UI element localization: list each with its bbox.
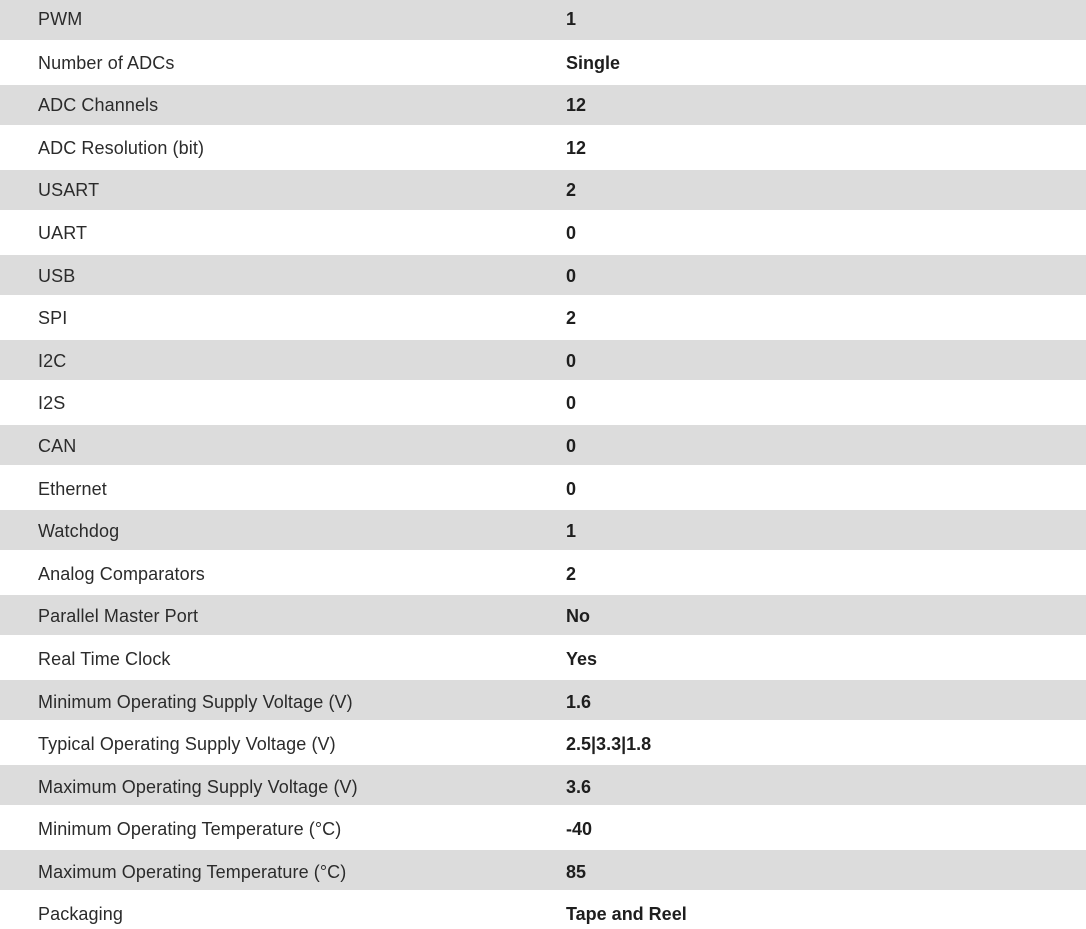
spec-label: Maximum Operating Temperature (°C) <box>38 862 347 882</box>
spec-value: -40 <box>566 819 593 839</box>
spec-label: Maximum Operating Supply Voltage (V) <box>38 777 358 797</box>
spec-row-max-supply-voltage <box>0 765 1086 805</box>
spec-label: Real Time Clock <box>38 649 171 669</box>
spec-row-min-temperature <box>0 805 1086 850</box>
spec-row-ethernet <box>0 465 1086 510</box>
spec-row-usart <box>0 170 1086 210</box>
spec-row-packaging <box>0 890 1086 929</box>
spec-value: 12 <box>566 138 587 158</box>
spec-row-usb <box>0 255 1086 295</box>
spec-value: 1 <box>566 521 577 541</box>
spec-row-adc-channels <box>0 85 1086 125</box>
spec-row-number-of-adcs <box>0 40 1086 85</box>
spec-label: Ethernet <box>38 479 107 499</box>
spec-row-min-supply-voltage <box>0 680 1086 720</box>
spec-value: 0 <box>566 266 577 286</box>
spec-value: Single <box>566 53 621 73</box>
spec-label: Minimum Operating Temperature (°C) <box>38 819 342 839</box>
spec-value: 0 <box>566 479 577 499</box>
spec-label: Analog Comparators <box>38 564 205 584</box>
spec-label: USART <box>38 180 100 200</box>
spec-row-adc-resolution <box>0 125 1086 170</box>
spec-value: 1.6 <box>566 692 592 712</box>
spec-label: Watchdog <box>38 521 120 541</box>
spec-value: Tape and Reel <box>566 904 687 924</box>
spec-row-i2s <box>0 380 1086 425</box>
spec-value: 2 <box>566 308 577 328</box>
spec-value: 0 <box>566 393 577 413</box>
spec-label: Parallel Master Port <box>38 606 199 626</box>
spec-label: UART <box>38 223 88 243</box>
spec-label: ADC Channels <box>38 95 159 115</box>
spec-row-parallel-master-port <box>0 595 1086 635</box>
spec-row-pwm <box>0 0 1086 40</box>
spec-label: Typical Operating Supply Voltage (V) <box>38 734 336 754</box>
spec-value: 85 <box>566 862 587 882</box>
spec-row-typ-supply-voltage <box>0 720 1086 765</box>
spec-row-i2c <box>0 340 1086 380</box>
spec-label: I2C <box>38 351 67 371</box>
spec-label: I2S <box>38 393 66 413</box>
spec-row-real-time-clock <box>0 635 1086 680</box>
spec-label: CAN <box>38 436 77 456</box>
spec-value: 3.6 <box>566 777 592 797</box>
spec-label: USB <box>38 266 76 286</box>
spec-value: 0 <box>566 436 577 456</box>
spec-row-spi <box>0 295 1086 340</box>
spec-value: No <box>566 606 590 626</box>
spec-value: 2 <box>566 180 577 200</box>
spec-label: ADC Resolution (bit) <box>38 138 205 158</box>
spec-row-can <box>0 425 1086 465</box>
spec-value: 0 <box>566 223 577 243</box>
spec-value: 2.5|3.3|1.8 <box>566 734 652 754</box>
spec-label: Packaging <box>38 904 123 924</box>
spec-row-analog-comparators <box>0 550 1086 595</box>
spec-label: Number of ADCs <box>38 53 175 73</box>
spec-value: Yes <box>566 649 598 669</box>
spec-value: 0 <box>566 351 577 371</box>
spec-label: SPI <box>38 308 68 328</box>
spec-value: 12 <box>566 95 587 115</box>
spec-row-max-temperature <box>0 850 1086 890</box>
spec-row-uart <box>0 210 1086 255</box>
spec-label: Minimum Operating Supply Voltage (V) <box>38 692 353 712</box>
spec-value: 2 <box>566 564 577 584</box>
spec-row-watchdog <box>0 510 1086 550</box>
spec-value: 1 <box>566 9 577 29</box>
spec-label: PWM <box>38 9 83 29</box>
